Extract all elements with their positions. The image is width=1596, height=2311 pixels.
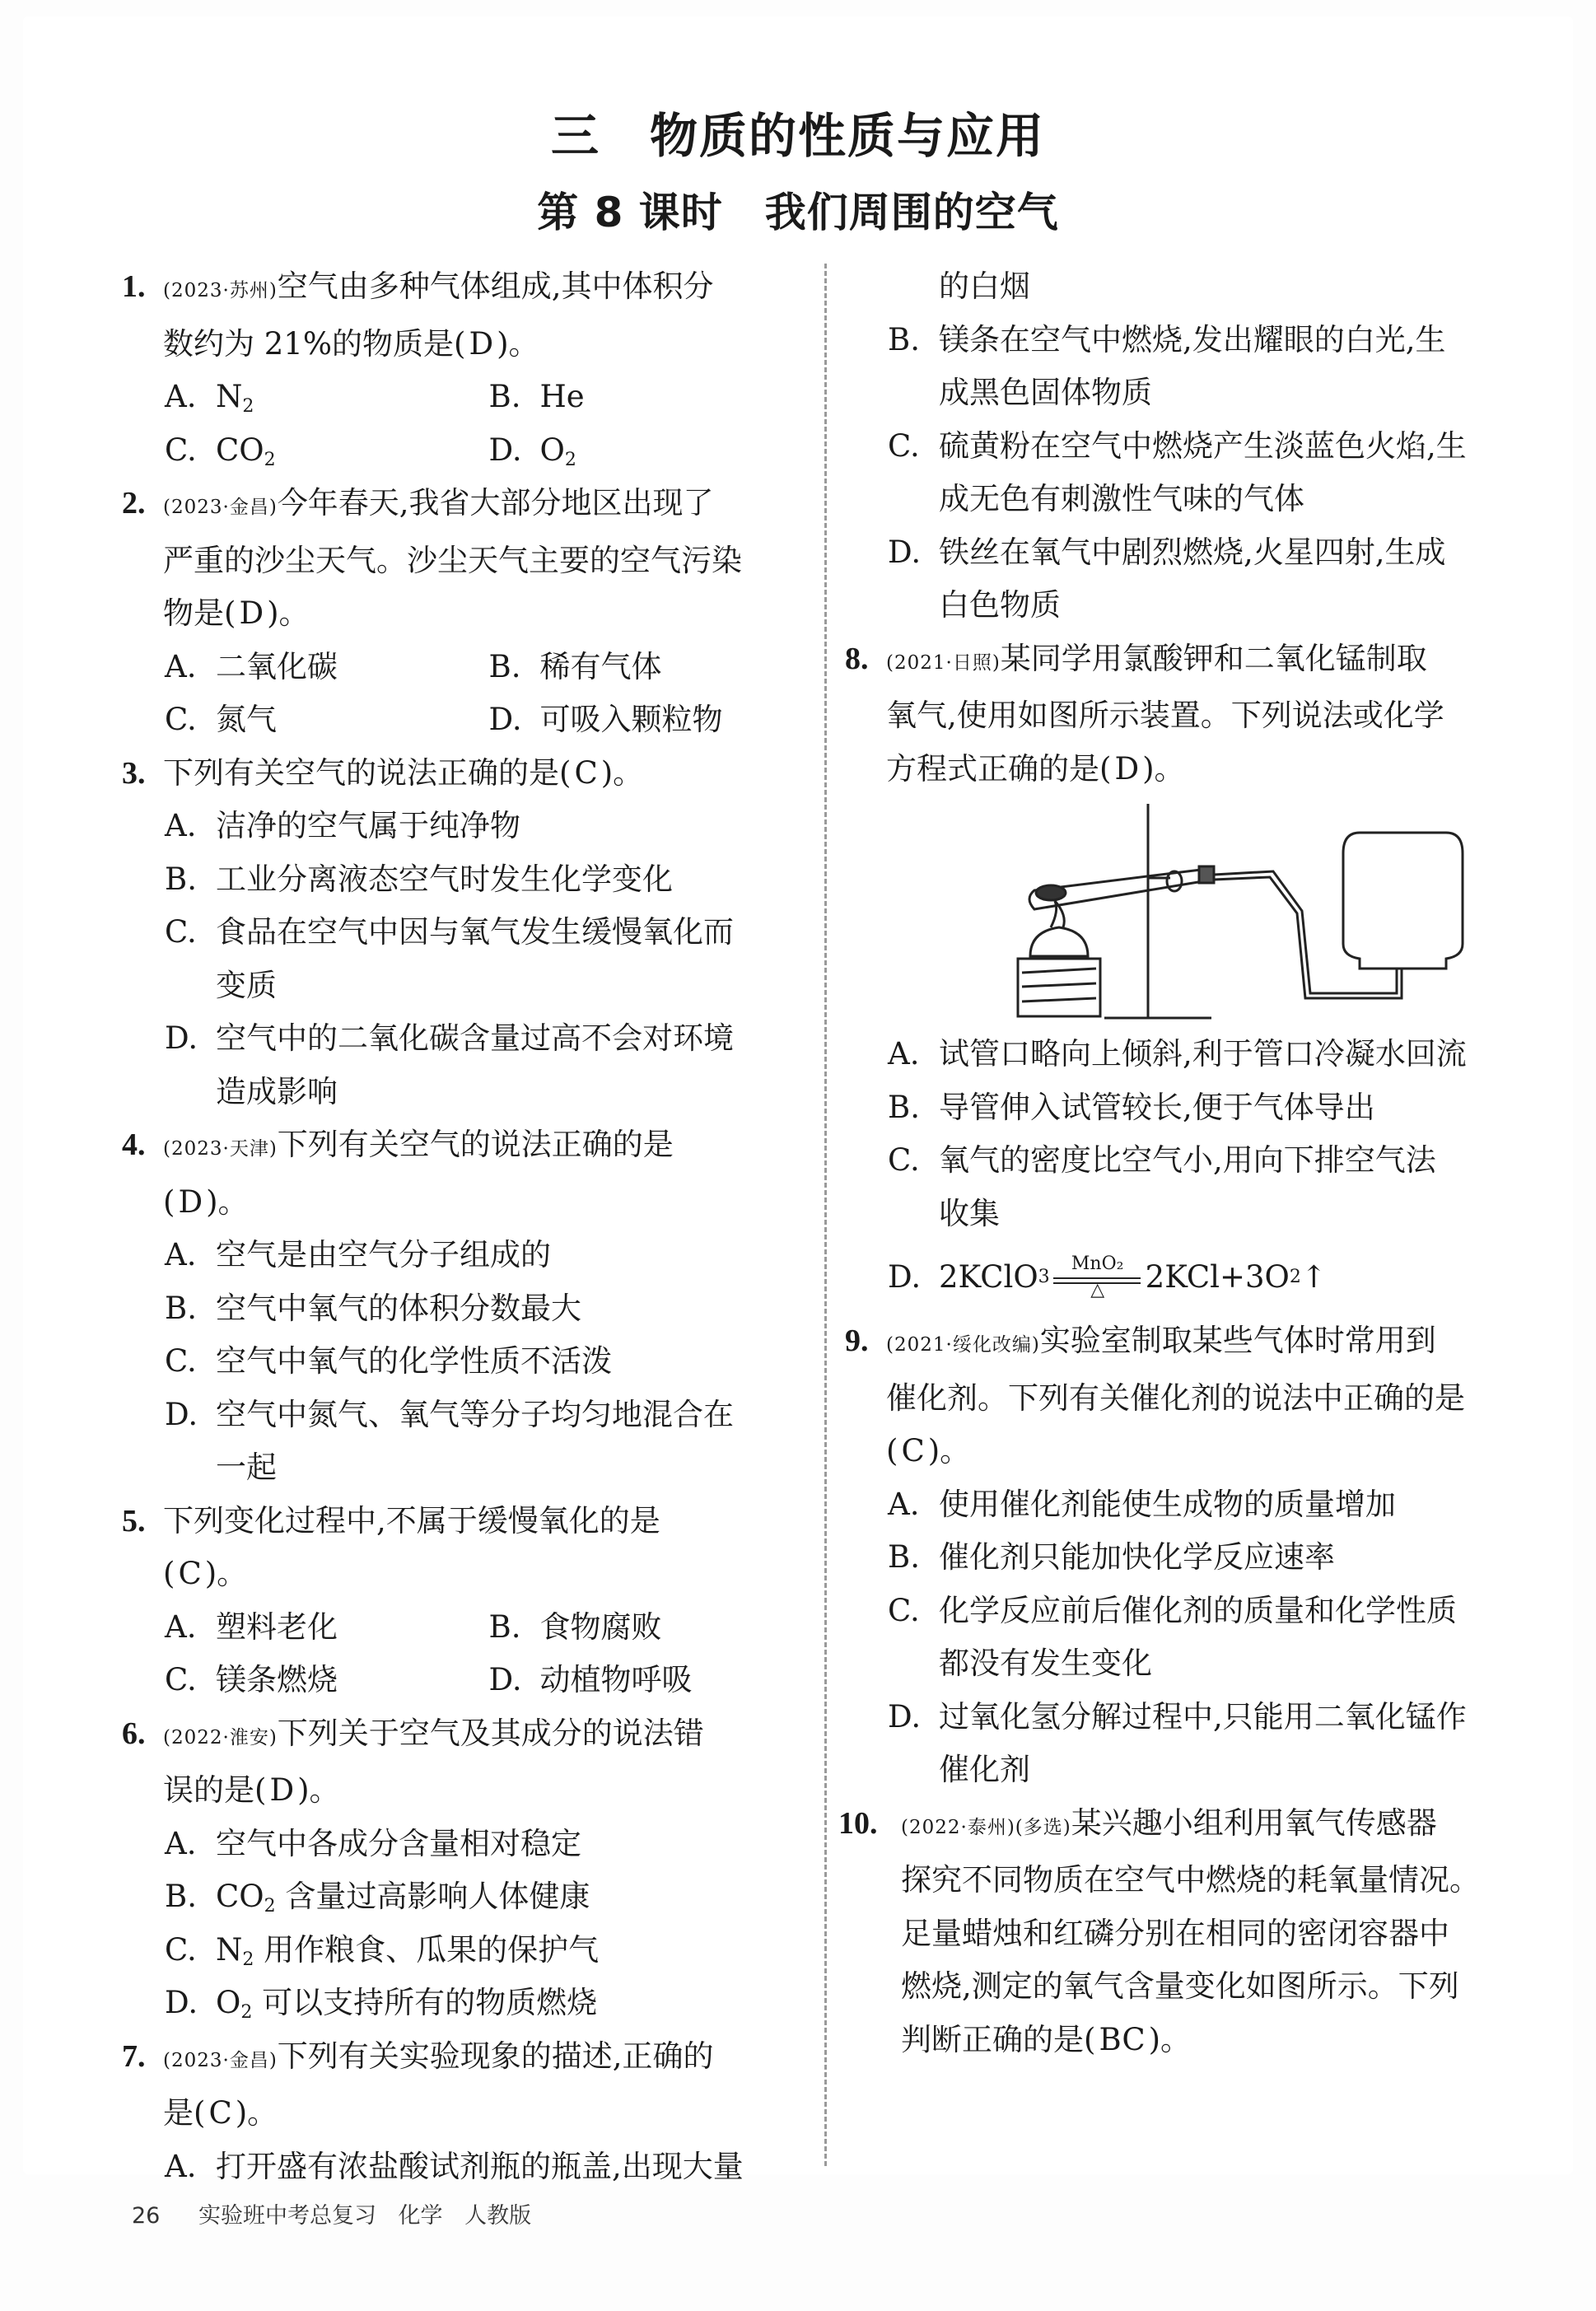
formula: O (216, 1985, 241, 2020)
question-stem: 足量蜡烛和红磷分别在相同的密闭容器中 (901, 1915, 1449, 1951)
question-stem: 判断正确的是( (901, 2021, 1096, 2057)
option-text: 空气是由空气分子组成的 (216, 1237, 551, 1272)
option-text: 铁丝在氧气中剧烈燃烧,火星四射,生成 (939, 534, 1446, 570)
question-stem: 今年春天,我省大部分地区出现了 (277, 485, 714, 521)
question-number: 1. (122, 269, 146, 304)
option-label: D. (165, 1396, 198, 1432)
option-b (488, 371, 812, 424)
question-stem: 催化剂。下列有关催化剂的说法中正确的是 (886, 1380, 1465, 1416)
answer: BC (1099, 2021, 1146, 2057)
oxygen-generation-apparatus (886, 796, 1545, 1028)
option-text: 可以支持所有的物质燃烧 (252, 1985, 598, 2020)
option-text: 用作粮食、瓜果的保护气 (254, 1931, 600, 1968)
question-source: (2023·天津) (163, 1138, 278, 1160)
question-number: 5. (122, 1503, 146, 1538)
option-text-cont: 收集 (939, 1195, 1000, 1231)
option-d (163, 1389, 811, 1495)
option-label: B. (888, 1539, 920, 1575)
answer: C (574, 754, 598, 791)
option-label: B. (165, 861, 197, 897)
option-text: 硫黄粉在空气中燃烧产生淡蓝色火焰,生 (939, 427, 1467, 464)
question-stem: 某兴趣小组利用氧气传感器 (1071, 1804, 1437, 1841)
option-text: 空气中氧气的体积分数最大 (216, 1290, 581, 1326)
option-label: A. (165, 648, 197, 684)
book-title: 实验班中考总复习 (198, 2203, 376, 2229)
option-label: C. (165, 432, 197, 468)
question-4 (115, 1118, 811, 1495)
question-stem-end: )。 (206, 1184, 249, 1220)
option-text: O (539, 432, 565, 468)
reaction-condition (1052, 1253, 1144, 1302)
option-label: C. (888, 1142, 920, 1178)
answer: C (901, 1433, 925, 1468)
answer: D (1114, 750, 1140, 787)
option-a (886, 1478, 1537, 1532)
option-text: 空气中氮气、氧气等分子均匀地混合在 (216, 1396, 734, 1432)
answer: C (178, 1556, 202, 1591)
option-text-cont: 的白烟 (939, 268, 1030, 304)
option-label: A. (888, 1036, 920, 1071)
option-label: C. (888, 427, 920, 464)
question-stem-end: )。 (297, 1772, 340, 1808)
answer: D (178, 1184, 203, 1220)
question-stem-end: )。 (927, 1433, 971, 1468)
question-stem-end: )。 (600, 754, 644, 791)
question-stem-end: )。 (1148, 2021, 1192, 2057)
column-divider (824, 264, 827, 2166)
option-text-cont: 变质 (216, 967, 277, 1003)
question-stem: 实验室制取某些气体时常用到 (1039, 1323, 1436, 1358)
question-8 (838, 633, 1537, 1315)
option-label: C. (165, 702, 197, 737)
equation-reactant: 2KClO (939, 1259, 1038, 1295)
question-stem-end: )。 (1142, 750, 1185, 787)
option-text: 食品在空气中因与氧气发生缓慢氧化而 (216, 914, 734, 950)
question-stem: 数约为 21%的物质是( (163, 325, 466, 362)
option-text: 氧气的密度比空气小,用向下排空气法 (939, 1142, 1436, 1178)
option-a (163, 641, 488, 694)
option-b (488, 1601, 812, 1655)
question-5 (115, 1495, 811, 1707)
option-c (163, 906, 811, 1012)
question-source: (2023·苏州) (163, 280, 278, 301)
question-stem: 物是( (163, 595, 236, 631)
question-7 (115, 2030, 811, 2194)
question-number: 6. (122, 1716, 146, 1751)
option-subscript: 2 (264, 449, 276, 470)
option-subscript: 2 (564, 449, 576, 470)
formula-subscript: 2 (242, 1949, 254, 1970)
option-d (488, 693, 812, 747)
option-text-cont: 白色物质 (939, 587, 1061, 623)
option-c (163, 1335, 811, 1389)
option-a (163, 1601, 488, 1655)
option-d (163, 1977, 811, 2030)
option-a (163, 371, 488, 424)
option-label: C. (888, 1592, 920, 1628)
catalyst-label: MnO₂ (1071, 1254, 1124, 1274)
option-text: 塑料老化 (216, 1608, 338, 1645)
option-text: N (216, 379, 243, 414)
option-b (163, 1282, 811, 1336)
option-a (163, 1818, 811, 1871)
option-a (163, 2141, 811, 2194)
option-c (163, 693, 488, 747)
answer: C (208, 2095, 232, 2131)
question-stem: 方程式正确的是( (886, 750, 1112, 787)
option-d (488, 424, 812, 478)
question-source: (2021·绥化改编) (886, 1334, 1040, 1356)
option-b (886, 1531, 1537, 1585)
question-stem: 严重的沙尘天气。沙尘天气主要的空气污染 (163, 542, 742, 578)
question-source: (2023·金昌) (163, 2049, 278, 2071)
option-b (488, 641, 812, 694)
option-text: CO (216, 432, 264, 468)
option-c (886, 420, 1537, 526)
option-label: D. (888, 1259, 922, 1295)
option-label: A. (165, 1608, 197, 1645)
option-label: A. (165, 1237, 197, 1272)
page-footer (132, 2197, 546, 2229)
option-label: A. (165, 1825, 197, 1861)
question-stem: 空气由多种气体组成,其中体积分 (277, 268, 714, 304)
option-label: C. (165, 1343, 197, 1379)
option-text: 过氧化氢分解过程中,只能用二氧化锰作 (939, 1698, 1467, 1734)
option-subscript: 2 (242, 396, 254, 417)
apparatus-figure (886, 796, 1537, 1028)
option-label: B. (488, 1608, 521, 1645)
question-stem: 探究不同物质在空气中燃烧的耗氧量情况。 (901, 1862, 1480, 1898)
unit-title: 三 物质的性质与应用 (550, 108, 1045, 164)
heat-symbol: △ (1090, 1280, 1105, 1300)
question-stem: ( (163, 1556, 175, 1591)
question-number: 3. (122, 755, 146, 791)
question-stem: 下列有关空气的说法正确的是( (163, 754, 572, 791)
formula: CO (216, 1879, 264, 1914)
question-stem: 下列有关实验现象的描述,正确的 (277, 2038, 714, 2074)
option-text: 镁条在空气中燃烧,发出耀眼的白光,生 (939, 321, 1446, 357)
option-text-cont: 造成影响 (216, 1073, 338, 1109)
question-stem: ( (163, 1184, 175, 1220)
equation-product: 2KCl+3O (1145, 1259, 1290, 1295)
option-text: 催化剂只能加快化学反应速率 (939, 1539, 1335, 1575)
option-text-cont: 催化剂 (939, 1752, 1030, 1787)
option-label: A. (165, 2148, 197, 2184)
question-source: (2022·淮安) (163, 1726, 278, 1748)
option-c (886, 1134, 1537, 1240)
question-7-continued (838, 260, 1537, 633)
option-text: 工业分离液态空气时发生化学变化 (216, 861, 673, 897)
stopper (1199, 866, 1214, 883)
option-text: 导管伸入试管较长,便于气体导出 (939, 1089, 1375, 1125)
option-text: He (539, 379, 585, 414)
answer: D (239, 595, 264, 631)
option-label: D. (888, 534, 922, 570)
question-stem-end: )。 (497, 325, 539, 362)
option-text: 动植物呼吸 (539, 1662, 693, 1697)
option-b (163, 853, 811, 907)
delivery-tube (1214, 871, 1397, 993)
option-a (163, 1229, 811, 1282)
question-1 (115, 260, 811, 477)
option-label: D. (165, 1985, 198, 2020)
question-number: 8. (845, 641, 869, 676)
answer: D (469, 325, 494, 362)
question-stem: 燃烧,测定的氧气含量变化如图所示。下列 (901, 1968, 1459, 2004)
option-b (886, 314, 1537, 420)
formula-subscript: 2 (264, 1896, 276, 1916)
option-text: 可吸入颗粒物 (539, 702, 723, 737)
option-label: B. (888, 1089, 920, 1125)
option-text-cont: 一起 (216, 1450, 277, 1485)
formula: N (216, 1931, 243, 1968)
option-text: 使用催化剂能使生成物的质量增加 (939, 1486, 1396, 1522)
option-label: B. (488, 379, 521, 414)
option-label: A. (888, 1486, 920, 1522)
question-source: (2023·金昌) (163, 497, 278, 518)
option-text: 空气中的二氧化碳含量过高不会对环境 (216, 1020, 734, 1056)
option-label: D. (888, 1698, 922, 1734)
option-a (163, 800, 811, 853)
option-label: B. (165, 1879, 197, 1914)
option-d (163, 1012, 811, 1118)
option-c (163, 1924, 811, 1977)
question-stem: 下列有关空气的说法正确的是 (277, 1127, 674, 1162)
option-text: 空气中氧气的化学性质不活泼 (216, 1343, 612, 1379)
option-label: C. (165, 1931, 197, 1968)
option-text: 稀有气体 (539, 648, 662, 684)
option-label: D. (165, 1020, 198, 1056)
option-d (886, 1691, 1537, 1797)
question-number: 2. (122, 486, 146, 521)
page-number: 26 (132, 2203, 161, 2229)
question-number: 9. (845, 1324, 869, 1358)
subject: 化学 (398, 2203, 443, 2229)
option-d (886, 1240, 1537, 1314)
option-text: 洁净的空气属于纯净物 (216, 808, 520, 843)
option-b (163, 1870, 811, 1924)
option-label: D. (488, 432, 522, 468)
option-label: C. (165, 914, 197, 950)
solid-reagent (1036, 885, 1066, 900)
question-stem: 是( (163, 2095, 206, 2131)
option-text: 镁条燃烧 (216, 1662, 338, 1697)
option-text: 空气中各成分含量相对稳定 (216, 1825, 581, 1861)
right-column (838, 260, 1537, 2066)
question-9 (838, 1314, 1537, 1797)
option-text: 试管口略向上倾斜,利于管口冷凝水回流 (939, 1036, 1467, 1071)
option-c (886, 1585, 1537, 1691)
option-text-cont: 都没有发生变化 (939, 1646, 1152, 1681)
option-text-cont: 成无色有刺激性气味的气体 (939, 481, 1304, 516)
option-text: 含量过高影响人体健康 (275, 1879, 590, 1914)
gas-arrow-icon: ↑ (1300, 1259, 1327, 1295)
question-number: 4. (122, 1127, 146, 1162)
option-text-cont: 成黑色固体物质 (939, 375, 1152, 410)
question-stem: 下列关于空气及其成分的说法错 (277, 1715, 704, 1751)
option-text: 食物腐败 (539, 1608, 662, 1645)
question-6 (115, 1707, 811, 2030)
option-b (886, 1081, 1537, 1135)
left-column (115, 260, 811, 2193)
chemical-equation: 2KClO 3 MnO₂ △ 2KCl+3O 2 ↑ (939, 1240, 1327, 1314)
option-label: A. (165, 379, 197, 414)
question-number: 10. (838, 1805, 878, 1841)
question-stem-end: )。 (235, 2095, 278, 2131)
gas-collection-bottle (1343, 833, 1463, 969)
option-label: B. (888, 321, 920, 357)
answer: D (269, 1772, 295, 1808)
question-3 (115, 747, 811, 1119)
option-label: D. (488, 1662, 522, 1697)
question-stem: 氧气,使用如图所示装置。下列说法或化学 (886, 698, 1444, 733)
option-label: D. (488, 702, 522, 737)
question-stem: 误的是( (163, 1772, 267, 1808)
question-stem-end: )。 (204, 1556, 248, 1591)
option-label: C. (165, 1662, 197, 1697)
question-number: 7. (122, 2038, 146, 2074)
option-c (163, 1654, 488, 1707)
question-stem-end: )。 (267, 595, 310, 631)
edition: 人教版 (464, 2203, 532, 2229)
formula-subscript: 2 (240, 2002, 253, 2023)
question-source: (2021·日照) (886, 651, 1001, 674)
option-text: 打开盛有浓盐酸试剂瓶的瓶盖,出现大量 (216, 2148, 744, 2184)
question-2 (115, 477, 811, 747)
question-stem: ( (886, 1433, 898, 1468)
option-c (163, 424, 488, 478)
option-d (886, 526, 1537, 633)
option-text: 二氧化碳 (216, 648, 338, 684)
question-source: (2022·泰州)(多选) (901, 1816, 1071, 1838)
question-10 (838, 1797, 1537, 2067)
option-text: 氮气 (216, 702, 277, 737)
lesson-title: 第 8 课时 我们周围的空气 (537, 189, 1059, 236)
option-text: 化学反应前后催化剂的质量和化学性质 (939, 1592, 1457, 1628)
option-label: B. (488, 648, 521, 684)
option-label: A. (165, 808, 197, 843)
question-stem: 下列变化过程中,不属于缓慢氧化的是 (163, 1502, 660, 1538)
option-a (886, 1028, 1537, 1081)
option-d (488, 1654, 812, 1707)
question-stem: 某同学用氯酸钾和二氧化锰制取 (1000, 640, 1427, 676)
alcohol-lamp (1030, 927, 1088, 956)
option-a-continued (886, 260, 1537, 314)
option-label: B. (165, 1290, 197, 1326)
